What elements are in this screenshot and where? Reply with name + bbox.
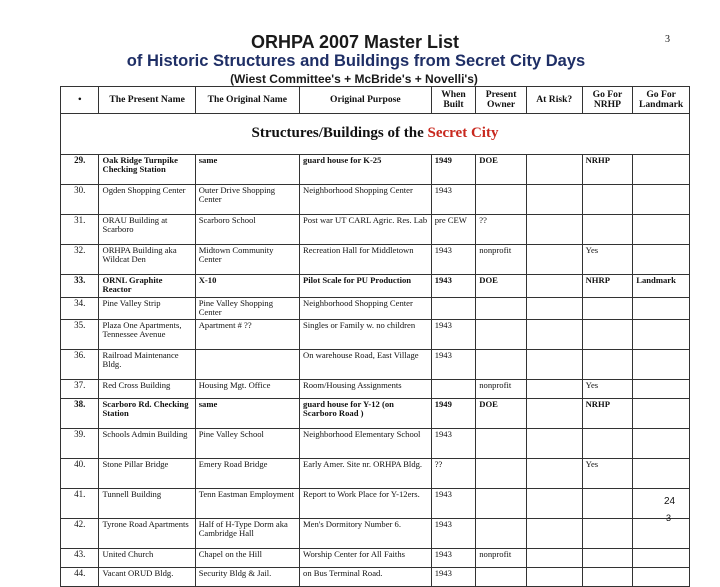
nrhp-cell (582, 518, 633, 548)
table-row (61, 548, 690, 567)
present-owner-cell: ?? (476, 215, 527, 245)
when-built-cell: 1949 (431, 398, 476, 428)
nrhp-cell: NRHP (582, 155, 633, 185)
row-number: 29. (61, 155, 99, 185)
present-owner-cell (476, 567, 527, 586)
at-risk-cell (526, 428, 582, 458)
original-name-cell: same (195, 155, 299, 185)
at-risk-cell (526, 567, 582, 586)
landmark-cell (633, 215, 690, 245)
table-row (61, 398, 690, 428)
landmark-cell (633, 298, 690, 320)
present-owner-cell: DOE (476, 275, 527, 298)
row-number: 39. (61, 428, 99, 458)
original-name-cell: same (195, 398, 299, 428)
when-built-cell: 1943 (431, 245, 476, 275)
present-owner-cell (476, 488, 527, 518)
document-credits: (Wiest Committee's + McBride's + Novelli's) (230, 72, 478, 86)
when-built-cell: 1943 (431, 349, 476, 379)
present-name-cell: Tyrone Road Apartments (99, 518, 195, 548)
table-row (61, 185, 690, 215)
when-built-cell: 1943 (431, 488, 476, 518)
original-purpose-cell: Worship Center for All Faiths (300, 548, 432, 567)
when-built-cell: ?? (431, 458, 476, 488)
row-number: 37. (61, 379, 99, 398)
when-built-cell: 1943 (431, 275, 476, 298)
at-risk-cell (526, 215, 582, 245)
present-name-cell: Schools Admin Building (99, 428, 195, 458)
original-name-cell: X-10 (195, 275, 299, 298)
nrhp-cell: NRHP (582, 398, 633, 428)
column-header-original-purpose: Original Purpose (300, 87, 432, 114)
row-number: 34. (61, 298, 99, 320)
original-name-cell: Half of H-Type Dorm aka Cambridge Hall (195, 518, 299, 548)
landmark-cell (633, 518, 690, 548)
at-risk-cell (526, 349, 582, 379)
landmark-cell (633, 155, 690, 185)
original-purpose-cell: On warehouse Road, East Village (300, 349, 432, 379)
landmark-cell (633, 567, 690, 586)
row-number: 35. (61, 319, 99, 349)
present-owner-cell: nonprofit (476, 245, 527, 275)
present-name-cell: Vacant ORUD Bldg. (99, 567, 195, 586)
at-risk-cell (526, 319, 582, 349)
page-number-small: 3 (666, 513, 672, 523)
original-purpose-cell: on Bus Terminal Road. (300, 567, 432, 586)
page-number-top: 3 (665, 34, 670, 45)
present-name-cell: United Church (99, 548, 195, 567)
row-number: 30. (61, 185, 99, 215)
section-heading-row (61, 114, 690, 155)
when-built-cell: 1943 (431, 319, 476, 349)
table-row (61, 275, 690, 298)
nrhp-cell (582, 319, 633, 349)
original-purpose-cell: Neighborhood Shopping Center (300, 185, 432, 215)
document-title: ORHPA 2007 Master List (250, 32, 460, 52)
original-name-cell: Security Bldg & Jail. (195, 567, 299, 586)
row-number: 38. (61, 398, 99, 428)
original-purpose-cell: guard house for Y-12 (on Scarboro Road ) (300, 398, 432, 428)
row-number: 41. (61, 488, 99, 518)
nrhp-cell (582, 488, 633, 518)
when-built-cell (431, 379, 476, 398)
present-owner-cell (476, 349, 527, 379)
when-built-cell: 1943 (431, 428, 476, 458)
row-number: 40. (61, 458, 99, 488)
when-built-cell: 1943 (431, 548, 476, 567)
at-risk-cell (526, 398, 582, 428)
column-header-original-name: The Original Name (195, 87, 299, 114)
original-purpose-cell: Men's Dormitory Number 6. (300, 518, 432, 548)
at-risk-cell (526, 185, 582, 215)
original-name-cell: Housing Mgt. Office (195, 379, 299, 398)
table-row (61, 319, 690, 349)
nrhp-cell (582, 215, 633, 245)
present-name-cell: Railroad Maintenance Bldg. (99, 349, 195, 379)
table-row (61, 518, 690, 548)
landmark-cell (633, 379, 690, 398)
at-risk-cell (526, 245, 582, 275)
present-owner-cell (476, 298, 527, 320)
row-number: 42. (61, 518, 99, 548)
document-subtitle: of Historic Structures and Buildings from Secret City Days (126, 52, 586, 70)
present-name-cell: Scarboro Rd. Checking Station (99, 398, 195, 428)
column-header-bullet: • (61, 87, 99, 114)
landmark-cell (633, 398, 690, 428)
original-purpose-cell: Pilot Scale for PU Production (300, 275, 432, 298)
original-purpose-cell: Recreation Hall for Middletown (300, 245, 432, 275)
present-owner-cell (476, 518, 527, 548)
original-name-cell: Chapel on the Hill (195, 548, 299, 567)
table-row (61, 215, 690, 245)
present-name-cell: Ogden Shopping Center (99, 185, 195, 215)
original-purpose-cell: Neighborhood Elementary School (300, 428, 432, 458)
original-name-cell: Pine Valley School (195, 428, 299, 458)
table-row (61, 488, 690, 518)
at-risk-cell (526, 298, 582, 320)
row-number: 44. (61, 567, 99, 586)
table-header-row (61, 87, 690, 114)
present-owner-cell: DOE (476, 398, 527, 428)
present-name-cell: ORNL Graphite Reactor (99, 275, 195, 298)
table-row (61, 428, 690, 458)
page-number: 24 (664, 496, 676, 507)
section-heading (61, 114, 690, 155)
at-risk-cell (526, 379, 582, 398)
column-header-go-for-nrhp: Go For NRHP (582, 87, 633, 114)
landmark-cell (633, 245, 690, 275)
original-purpose-cell: Early Amer. Site nr. ORHPA Bldg. (300, 458, 432, 488)
nrhp-cell: Yes (582, 379, 633, 398)
table-row (61, 567, 690, 586)
present-owner-cell (476, 428, 527, 458)
original-purpose-cell: Report to Work Place for Y-12ers. (300, 488, 432, 518)
present-owner-cell: DOE (476, 155, 527, 185)
table-row (61, 349, 690, 379)
row-number: 32. (61, 245, 99, 275)
when-built-cell (431, 298, 476, 320)
original-name-cell: Midtown Community Center (195, 245, 299, 275)
original-name-cell: Outer Drive Shopping Center (195, 185, 299, 215)
present-owner-cell (476, 319, 527, 349)
landmark-cell (633, 428, 690, 458)
nrhp-cell (582, 567, 633, 586)
nrhp-cell (582, 349, 633, 379)
original-purpose-cell: guard house for K-25 (300, 155, 432, 185)
at-risk-cell (526, 488, 582, 518)
table-row (61, 379, 690, 398)
table-row (61, 245, 690, 275)
present-name-cell: ORHPA Building aka Wildcat Den (99, 245, 195, 275)
present-name-cell: Stone Pillar Bridge (99, 458, 195, 488)
column-header-when-built: When Built (431, 87, 476, 114)
row-number: 43. (61, 548, 99, 567)
nrhp-cell (582, 428, 633, 458)
present-owner-cell: nonprofit (476, 548, 527, 567)
column-header-present-owner: Present Owner (476, 87, 527, 114)
when-built-cell: 1943 (431, 518, 476, 548)
row-number: 33. (61, 275, 99, 298)
nrhp-cell (582, 185, 633, 215)
landmark-cell (633, 458, 690, 488)
master-list-table (60, 86, 690, 587)
original-name-cell: Apartment # ?? (195, 319, 299, 349)
original-purpose-cell: Singles or Family w. no children (300, 319, 432, 349)
table-row (61, 155, 690, 185)
when-built-cell: 1943 (431, 185, 476, 215)
landmark-cell (633, 319, 690, 349)
when-built-cell: pre CEW (431, 215, 476, 245)
original-name-cell: Emery Road Bridge (195, 458, 299, 488)
landmark-cell (633, 349, 690, 379)
present-name-cell: Tunnell Building (99, 488, 195, 518)
column-header-at-risk: At Risk? (526, 87, 582, 114)
present-owner-cell: nonprofit (476, 379, 527, 398)
column-header-go-for-landmark: Go For Landmark (633, 87, 690, 114)
table-row (61, 458, 690, 488)
original-name-cell: Tenn Eastman Employment (195, 488, 299, 518)
at-risk-cell (526, 458, 582, 488)
original-name-cell: Pine Valley Shopping Center (195, 298, 299, 320)
landmark-cell (633, 548, 690, 567)
original-name-cell (195, 349, 299, 379)
present-name-cell: Oak Ridge Turnpike Checking Station (99, 155, 195, 185)
landmark-cell (633, 488, 690, 518)
original-purpose-cell: Post war UT CARL Agric. Res. Lab (300, 215, 432, 245)
nrhp-cell: Yes (582, 458, 633, 488)
original-purpose-cell: Room/Housing Assignments (300, 379, 432, 398)
landmark-cell (633, 185, 690, 215)
present-name-cell: ORAU Building at Scarboro (99, 215, 195, 245)
when-built-cell: 1943 (431, 567, 476, 586)
original-purpose-cell: Neighborhood Shopping Center (300, 298, 432, 320)
nrhp-cell (582, 548, 633, 567)
present-name-cell: Pine Valley Strip (99, 298, 195, 320)
present-name-cell: Red Cross Building (99, 379, 195, 398)
at-risk-cell (526, 275, 582, 298)
row-number: 31. (61, 215, 99, 245)
nrhp-cell (582, 298, 633, 320)
row-number: 36. (61, 349, 99, 379)
present-name-cell: Plaza One Apartments, Tennessee Avenue (99, 319, 195, 349)
nrhp-cell: NHRP (582, 275, 633, 298)
section-heading-prefix: Structures/Buildings of the (251, 125, 424, 142)
section-heading-highlight: Secret City (427, 125, 499, 142)
at-risk-cell (526, 155, 582, 185)
table-row (61, 298, 690, 320)
original-name-cell: Scarboro School (195, 215, 299, 245)
present-owner-cell (476, 458, 527, 488)
nrhp-cell: Yes (582, 245, 633, 275)
column-header-present-name: The Present Name (99, 87, 195, 114)
at-risk-cell (526, 518, 582, 548)
when-built-cell: 1949 (431, 155, 476, 185)
at-risk-cell (526, 548, 582, 567)
landmark-cell: Landmark (633, 275, 690, 298)
present-owner-cell (476, 185, 527, 215)
